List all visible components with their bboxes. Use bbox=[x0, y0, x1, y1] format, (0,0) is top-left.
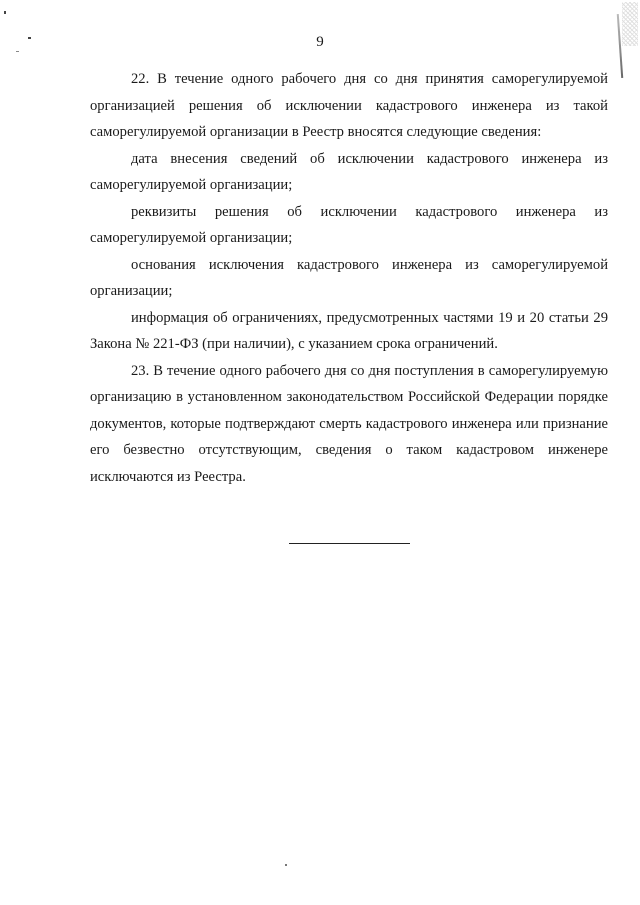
paragraph-22: 22. В течение одного рабочего дня со дня принятия саморегулируемой организацией решения об исключении кадастрового инженера из такой саморегулируемой организации в Реестр вносятся следующие сведения: bbox=[90, 71, 608, 140]
list-item-restrictions: информация об ограничениях, предусмотренных частями 19 и 20 статьи 29 Закона № 221-ФЗ (при наличии), с указанием срока ограничений. bbox=[90, 309, 608, 352]
paragraph-23: 23. В течение одного рабочего дня со дня поступления в саморегулируемую организацию в установленном законодательством Российской Федерации порядке документов, которые подтверждают смерть кадастрового инженера или признание его безвестно отсутствующим, сведения о таком кадастровом инженере исключаются из Реестра. bbox=[90, 362, 608, 485]
closing-divider bbox=[289, 543, 410, 544]
scan-speck bbox=[285, 864, 287, 866]
document-body bbox=[90, 66, 608, 490]
scan-speck bbox=[4, 11, 6, 14]
list-item-grounds: основания исключения кадастрового инженера из саморегулируемой организации; bbox=[90, 256, 608, 299]
page-number: 9 bbox=[316, 34, 324, 50]
scan-corner-noise bbox=[622, 2, 638, 46]
scan-speck bbox=[16, 51, 19, 52]
scan-speck bbox=[28, 37, 31, 39]
list-item-date: дата внесения сведений об исключении кадастрового инженера из саморегулируемой организации; bbox=[90, 150, 608, 193]
list-item-requisites: реквизиты решения об исключении кадастрового инженера из саморегулируемой организации; bbox=[90, 203, 608, 246]
